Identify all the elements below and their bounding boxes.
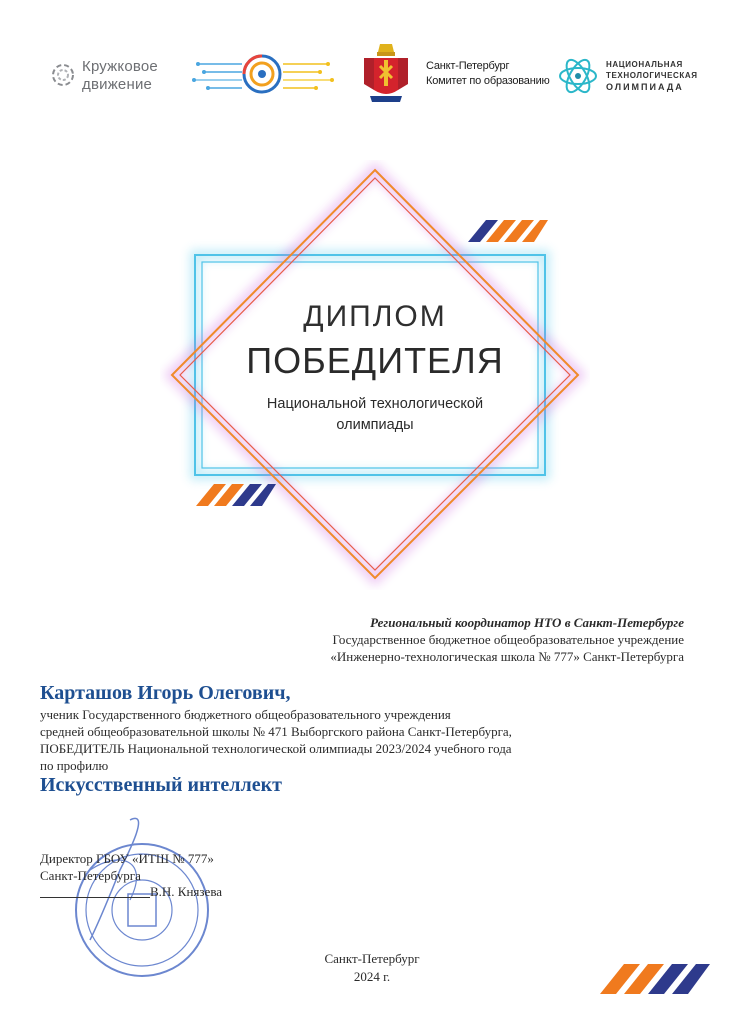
stripes-top-right xyxy=(468,220,548,242)
subtitle-line2: олимпиады xyxy=(336,417,414,433)
nto-logo xyxy=(556,52,706,102)
signature-line xyxy=(40,897,150,898)
spb-education-committee-logo xyxy=(360,40,560,106)
subtitle-line1: Национальной технологической xyxy=(266,396,484,412)
diploma-title-winner: ПОБЕДИТЕЛЯ xyxy=(246,340,504,381)
kd-ring-icon xyxy=(48,60,78,90)
coordinator-line1: Региональный координатор НТО в Санкт-Петербурге xyxy=(370,615,684,630)
spb-line1: Санкт-Петербург xyxy=(426,60,510,72)
director-line2: Санкт-Петербурга xyxy=(40,868,141,883)
diploma-subtitle xyxy=(210,394,540,436)
footer-place-date xyxy=(272,950,472,986)
circuit-eye-logo xyxy=(190,52,335,96)
spb-coat-of-arms-icon xyxy=(360,40,412,106)
director-block xyxy=(40,850,214,884)
coordinator-block xyxy=(244,614,684,665)
kruzhkovoe-dvizhenie-logo xyxy=(48,56,178,96)
nto-line2: ТЕХНОЛОГИЧЕСКАЯ xyxy=(606,71,698,80)
diploma-title: ДИПЛОМ xyxy=(303,300,447,333)
winner-line3: ПОБЕДИТЕЛЬ Национальной технологической олимпиады 2023/2024 учебного года xyxy=(40,741,512,756)
coordinator-line3: «Инженерно-технологическая школа № 777» Санкт-Петербурга xyxy=(330,649,684,664)
director-line1: Директор ГБОУ «ИТШ № 777» xyxy=(40,851,214,866)
nto-atom-icon xyxy=(556,52,600,100)
winner-profile: Искусственный интеллект xyxy=(40,774,282,796)
winner-line1: ученик Государственного бюджетного общеобразовательного учреждения xyxy=(40,707,451,722)
winner-line2: средней общеобразовательной школы № 471 Выборгского района Санкт-Петербурга, xyxy=(40,724,512,739)
winner-description xyxy=(40,706,512,774)
nto-line3: ОЛИМПИАДА xyxy=(606,82,684,92)
director-name: В.Н. Князева xyxy=(150,884,223,899)
footer-city: Санкт-Петербург xyxy=(324,951,420,966)
kd-line2: движение xyxy=(82,76,153,93)
footer-year: 2024 г. xyxy=(353,969,391,984)
nto-line1: НАЦИОНАЛЬНАЯ xyxy=(606,60,683,69)
kd-line1: Кружковое xyxy=(82,58,158,75)
spb-line2: Комитет по образованию xyxy=(426,75,550,87)
winner-name: Карташов Игорь Олегович, xyxy=(40,682,291,704)
stripes-bottom-left xyxy=(196,484,276,506)
coordinator-line2: Государственное бюджетное общеобразовательное учреждение xyxy=(332,632,684,647)
winner-line4: по профилю xyxy=(40,758,109,773)
stripes-bottom-right xyxy=(600,964,710,994)
